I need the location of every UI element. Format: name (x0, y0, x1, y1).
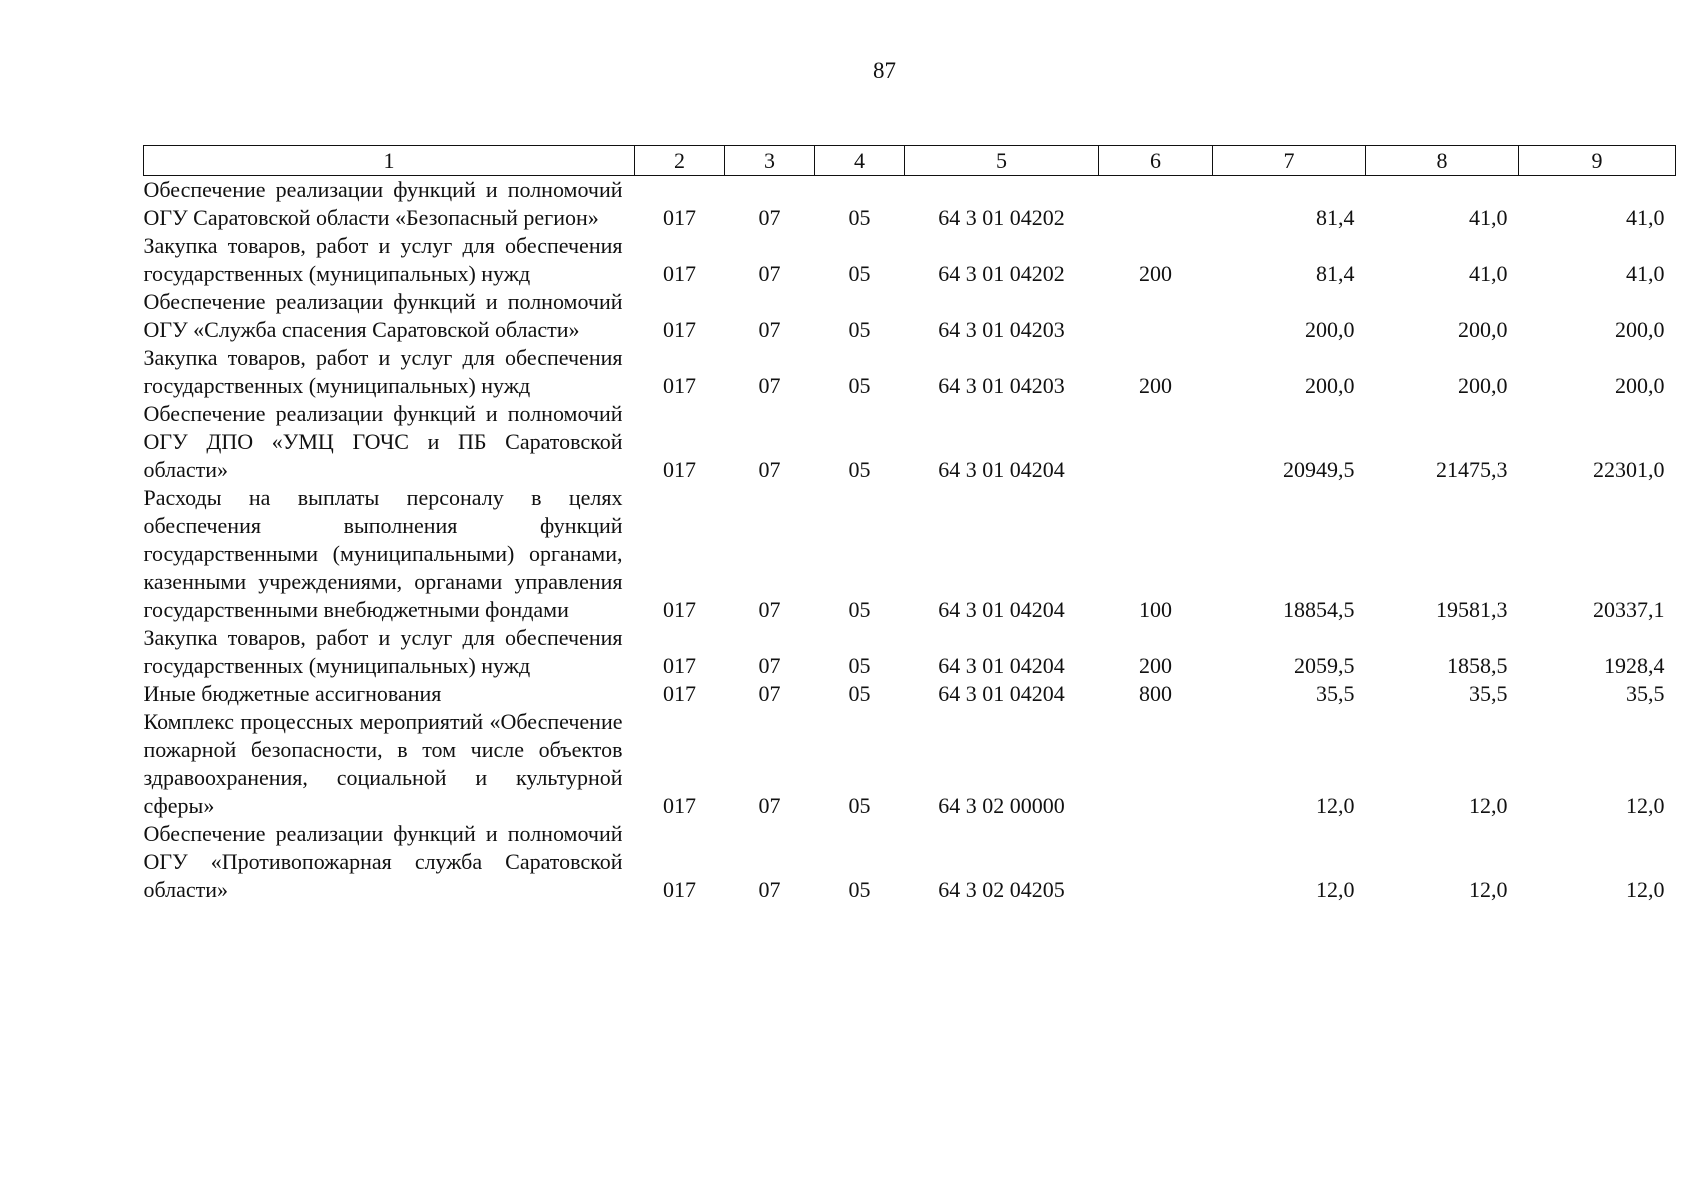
row-subsection-cell: 05 (848, 681, 871, 706)
table-body (144, 176, 1676, 905)
row-name-cell: Закупка товаров, работ и услуг для обеспечения государственных (муниципальных) нужд (143, 233, 623, 286)
row-name-cell: Закупка товаров, работ и услуг для обеспечения государственных (муниципальных) нужд (143, 625, 623, 678)
table-row (144, 400, 1676, 484)
row-expense-type-cell: 200 (1139, 373, 1172, 398)
row-name-cell: Расходы на выплаты персоналу в целях обеспечения выполнения функций государственными (муниципальными) органами, казенными учреждениями, органами управления государственными внебюджетными фондами (143, 485, 623, 622)
row-expense-type-cell (1099, 400, 1213, 484)
header-col-4: 4 (815, 146, 905, 176)
row-amount-2-cell: 41,0 (1469, 205, 1508, 230)
row-target-article-cell: 64 3 01 04204 (938, 457, 1065, 482)
row-amount-1-cell: 200,0 (1305, 317, 1355, 342)
row-expense-type-cell (1099, 176, 1213, 233)
row-amount-1-cell: 12,0 (1316, 877, 1355, 902)
row-admin-code-cell: 017 (663, 597, 696, 622)
row-subsection-cell: 05 (848, 317, 871, 342)
row-target-article-cell: 64 3 01 04203 (938, 373, 1065, 398)
row-section-cell: 07 (758, 317, 781, 342)
table-row (144, 708, 1676, 820)
row-admin-code-cell: 017 (663, 457, 696, 482)
row-admin-code-cell: 017 (663, 205, 696, 230)
row-subsection-cell: 05 (848, 793, 871, 818)
row-amount-1-cell: 35,5 (1316, 681, 1355, 706)
header-col-5: 5 (905, 146, 1099, 176)
row-expense-type-cell: 800 (1139, 681, 1172, 706)
row-amount-3-cell: 41,0 (1626, 261, 1665, 286)
row-expense-type-cell: 100 (1139, 597, 1172, 622)
row-amount-2-cell: 200,0 (1458, 317, 1508, 342)
row-name-cell: Обеспечение реализации функций и полномочий ОГУ «Служба спасения Саратовской области» (143, 289, 623, 342)
row-admin-code-cell: 017 (663, 793, 696, 818)
row-amount-1-cell: 81,4 (1316, 261, 1355, 286)
row-amount-1-cell: 2059,5 (1294, 653, 1355, 678)
table-header-row (144, 146, 1676, 176)
header-col-2: 2 (635, 146, 725, 176)
budget-table (143, 145, 1676, 904)
row-admin-code-cell: 017 (663, 373, 696, 398)
row-target-article-cell: 64 3 01 04202 (938, 261, 1065, 286)
row-section-cell: 07 (758, 457, 781, 482)
row-expense-type-cell (1099, 288, 1213, 344)
row-subsection-cell: 05 (848, 597, 871, 622)
row-section-cell: 07 (758, 681, 781, 706)
row-target-article-cell: 64 3 02 00000 (938, 793, 1065, 818)
row-section-cell: 07 (758, 373, 781, 398)
row-section-cell: 07 (758, 261, 781, 286)
row-section-cell: 07 (758, 205, 781, 230)
row-admin-code-cell: 017 (663, 317, 696, 342)
row-amount-2-cell: 19581,3 (1436, 597, 1508, 622)
row-amount-2-cell: 200,0 (1458, 373, 1508, 398)
row-name-cell: Обеспечение реализации функций и полномочий ОГУ «Противопожарная служба Саратовской области» (143, 821, 623, 902)
header-col-1: 1 (144, 146, 635, 176)
row-name-cell: Обеспечение реализации функций и полномочий ОГУ ДПО «УМЦ ГОЧС и ПБ Саратовской области» (143, 401, 623, 482)
row-admin-code-cell: 017 (663, 261, 696, 286)
row-section-cell: 07 (758, 653, 781, 678)
header-col-9: 9 (1519, 146, 1676, 176)
table-row (144, 624, 1676, 680)
row-amount-2-cell: 1858,5 (1447, 653, 1508, 678)
row-amount-3-cell: 41,0 (1626, 205, 1665, 230)
row-amount-3-cell: 35,5 (1626, 681, 1665, 706)
row-subsection-cell: 05 (848, 457, 871, 482)
row-target-article-cell: 64 3 02 04205 (938, 877, 1065, 902)
row-target-article-cell: 64 3 01 04204 (938, 681, 1065, 706)
table-row (144, 484, 1676, 624)
header-col-7: 7 (1213, 146, 1366, 176)
row-target-article-cell: 64 3 01 04203 (938, 317, 1065, 342)
row-name-cell: Иные бюджетные ассигнования (143, 681, 442, 706)
header-col-6: 6 (1099, 146, 1213, 176)
row-section-cell: 07 (758, 877, 781, 902)
row-amount-3-cell: 12,0 (1626, 793, 1665, 818)
table-row (144, 344, 1676, 400)
row-target-article-cell: 64 3 01 04204 (938, 653, 1065, 678)
row-amount-2-cell: 12,0 (1469, 877, 1508, 902)
row-target-article-cell: 64 3 01 04202 (938, 205, 1065, 230)
row-subsection-cell: 05 (848, 877, 871, 902)
table-row (144, 176, 1676, 233)
row-name-cell: Обеспечение реализации функций и полномочий ОГУ Саратовской области «Безопасный регион» (143, 177, 623, 230)
row-amount-3-cell: 12,0 (1626, 877, 1665, 902)
row-admin-code-cell: 017 (663, 681, 696, 706)
row-amount-2-cell: 41,0 (1469, 261, 1508, 286)
table-row (144, 820, 1676, 904)
row-section-cell: 07 (758, 793, 781, 818)
row-expense-type-cell: 200 (1139, 261, 1172, 286)
table-row (144, 232, 1676, 288)
row-expense-type-cell (1099, 820, 1213, 904)
row-name-cell: Закупка товаров, работ и услуг для обеспечения государственных (муниципальных) нужд (143, 345, 623, 398)
table-row (144, 680, 1676, 708)
row-target-article-cell: 64 3 01 04204 (938, 597, 1065, 622)
row-amount-1-cell: 81,4 (1316, 205, 1355, 230)
page-number: 87 (873, 58, 896, 83)
row-amount-2-cell: 12,0 (1469, 793, 1508, 818)
row-amount-1-cell: 12,0 (1316, 793, 1355, 818)
row-amount-1-cell: 18854,5 (1283, 597, 1355, 622)
header-col-8: 8 (1366, 146, 1519, 176)
row-expense-type-cell: 200 (1139, 653, 1172, 678)
row-subsection-cell: 05 (848, 261, 871, 286)
row-admin-code-cell: 017 (663, 877, 696, 902)
row-amount-3-cell: 1928,4 (1604, 653, 1665, 678)
row-subsection-cell: 05 (848, 373, 871, 398)
row-admin-code-cell: 017 (663, 653, 696, 678)
row-amount-3-cell: 22301,0 (1593, 457, 1665, 482)
row-subsection-cell: 05 (848, 653, 871, 678)
row-amount-3-cell: 20337,1 (1593, 597, 1665, 622)
row-amount-2-cell: 21475,3 (1436, 457, 1508, 482)
row-expense-type-cell (1099, 708, 1213, 820)
row-amount-2-cell: 35,5 (1469, 681, 1508, 706)
row-amount-3-cell: 200,0 (1615, 317, 1665, 342)
row-name-cell: Комплекс процессных мероприятий «Обеспечение пожарной безопасности, в том числе объектов здравоохранения, социальной и культурной сферы» (143, 709, 623, 818)
row-amount-1-cell: 200,0 (1305, 373, 1355, 398)
table-row (144, 288, 1676, 344)
row-amount-3-cell: 200,0 (1615, 373, 1665, 398)
header-col-3: 3 (725, 146, 815, 176)
row-amount-1-cell: 20949,5 (1283, 457, 1355, 482)
row-subsection-cell: 05 (848, 205, 871, 230)
row-section-cell: 07 (758, 597, 781, 622)
